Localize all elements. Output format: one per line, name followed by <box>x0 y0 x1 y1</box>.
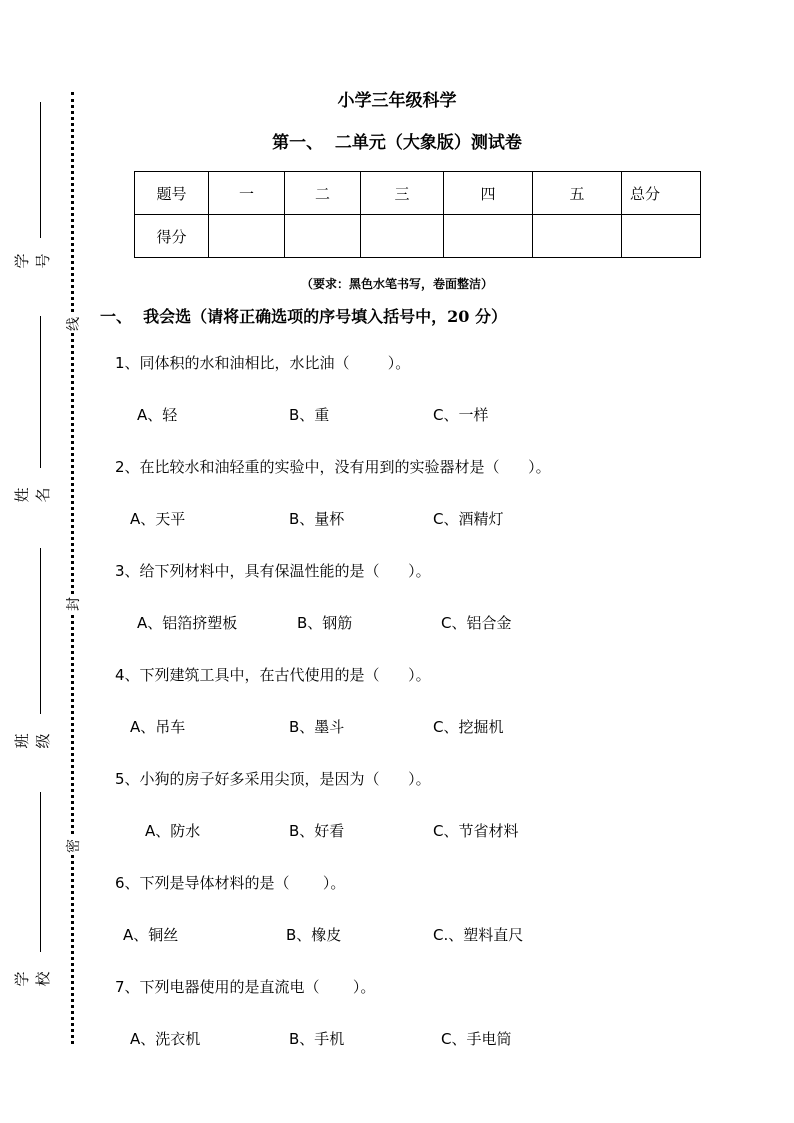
question-4-option-b[interactable]: B、墨斗 <box>289 718 345 736</box>
column-header-total: 总分 <box>622 172 701 215</box>
question-6-option-a[interactable]: A、铜丝 <box>123 926 179 944</box>
question-5-option-c[interactable]: C、节省材料 <box>433 822 519 840</box>
score-table <box>134 171 701 258</box>
question-5-option-a[interactable]: A、防水 <box>145 822 201 840</box>
question-4: 4、下列建筑工具中，在古代使用的是（ ）。 <box>115 666 431 684</box>
question-1-option-b[interactable]: B、重 <box>289 406 330 424</box>
score-cell-3[interactable] <box>361 215 444 258</box>
question-3: 3、给下列材料中，具有保温性能的是（ ）。 <box>115 562 431 580</box>
question-2-option-b[interactable]: B、量杯 <box>289 510 345 528</box>
binding-dotted-line <box>71 92 74 1044</box>
margin-underline-student-id <box>40 102 41 238</box>
question-3-option-b[interactable]: B、钢筋 <box>297 614 353 632</box>
score-cell-total[interactable] <box>622 215 701 258</box>
column-header-5: 五 <box>533 172 622 215</box>
page-title: 小学三年级科学 <box>337 91 457 111</box>
seal-mark-line: 线 <box>63 315 83 333</box>
question-7-option-b[interactable]: B、手机 <box>289 1030 345 1048</box>
score-table-row-score <box>135 215 701 258</box>
score-cell-2[interactable] <box>285 215 361 258</box>
question-7-option-c[interactable]: C、手电筒 <box>441 1030 512 1048</box>
column-header-2: 二 <box>285 172 361 215</box>
column-header-1: 一 <box>209 172 285 215</box>
score-cell-1[interactable] <box>209 215 285 258</box>
margin-underline-school <box>40 792 41 952</box>
margin-label-student-id: 学号 <box>13 253 52 269</box>
question-6-option-b[interactable]: B、橡皮 <box>286 926 342 944</box>
question-6: 6、下列是导体材料的是（ ）。 <box>115 874 346 892</box>
question-3-option-a[interactable]: A、铝箔挤塑板 <box>137 614 238 632</box>
margin-underline-class <box>40 548 41 714</box>
question-3-option-c[interactable]: C、铝合金 <box>441 614 512 632</box>
question-1-option-a[interactable]: A、轻 <box>137 406 178 424</box>
question-4-option-a[interactable]: A、吊车 <box>130 718 186 736</box>
score-cell-4[interactable] <box>444 215 533 258</box>
requirement-note: （要求：黑色水笔书写，卷面整洁） <box>300 277 493 291</box>
question-5: 5、小狗的房子好多采用尖顶，是因为（ ）。 <box>115 770 431 788</box>
margin-label-school: 学校 <box>13 971 52 987</box>
question-5-option-b[interactable]: B、好看 <box>289 822 345 840</box>
row-header-question-number: 题号 <box>135 172 209 215</box>
question-2-option-a[interactable]: A、天平 <box>130 510 186 528</box>
margin-label-class: 班级 <box>13 733 52 749</box>
seal-mark-secret: 密 <box>63 837 83 855</box>
row-header-score: 得分 <box>135 215 209 258</box>
question-2-option-c[interactable]: C、酒精灯 <box>433 510 504 528</box>
question-6-option-c[interactable]: C.、塑料直尺 <box>433 926 524 944</box>
column-header-3: 三 <box>361 172 444 215</box>
question-7: 7、下列电器使用的是直流电（ ）。 <box>115 978 376 996</box>
section-heading: 一、 我会选（请将正确选项的序号填入括号中，20 分） <box>100 307 507 326</box>
page-subtitle: 第一、 二单元（大象版）测试卷 <box>272 133 522 153</box>
score-cell-5[interactable] <box>533 215 622 258</box>
question-1: 1、同体积的水和油相比，水比油（ ）。 <box>115 354 411 372</box>
margin-underline-name <box>40 316 41 468</box>
question-7-option-a[interactable]: A、洗衣机 <box>130 1030 201 1048</box>
column-header-4: 四 <box>444 172 533 215</box>
question-4-option-c[interactable]: C、挖掘机 <box>433 718 504 736</box>
question-2: 2、在比较水和油轻重的实验中，没有用到的实验器材是（ ）。 <box>115 458 551 476</box>
question-1-option-c[interactable]: C、一样 <box>433 406 489 424</box>
score-table-row-question-number <box>135 172 701 215</box>
seal-mark-seal: 封 <box>63 595 83 613</box>
margin-label-name: 姓名 <box>13 487 52 503</box>
